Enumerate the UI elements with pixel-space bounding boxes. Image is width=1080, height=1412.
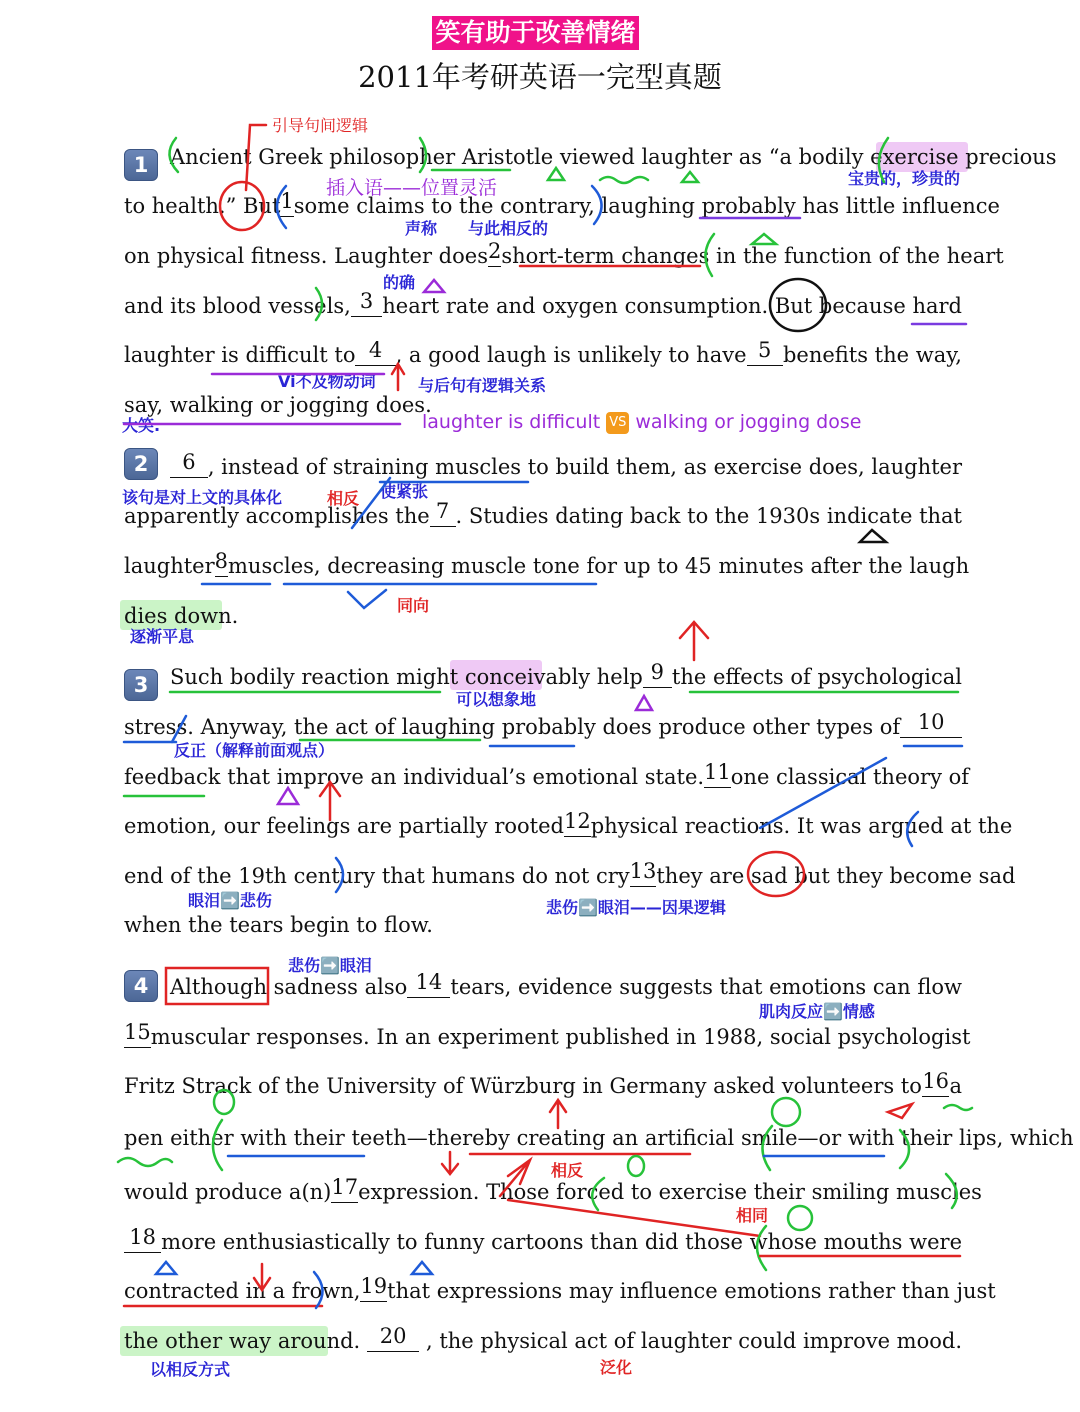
passage-line <box>170 447 962 487</box>
blank-17[interactable]: 17 <box>331 1172 358 1203</box>
blank-8[interactable]: 8 <box>215 546 228 577</box>
blank-15[interactable]: 15 <box>124 1017 151 1048</box>
blank-16[interactable]: 16 <box>922 1066 950 1097</box>
comparison-note <box>422 412 861 434</box>
passage-line <box>124 596 962 636</box>
line-text: , the physical act of laughter could improve mood. <box>425 1329 962 1353</box>
line-text: more enthusiastically to funny cartoons than did those whose mouths were <box>161 1230 962 1254</box>
line-text: , instead of straining muscles to build them, as exercise does, laughter <box>207 455 962 479</box>
line-text: the other way around. <box>124 1329 361 1353</box>
annotation-note: 泛化 <box>600 1358 633 1377</box>
blank-2[interactable]: 2 <box>488 236 501 267</box>
line-text: Although sadness also <box>170 975 408 999</box>
blank-20[interactable]: 20 <box>367 1321 419 1352</box>
line-text: muscular responses. In an experiment published in 1988, social psychologist <box>150 1025 971 1049</box>
line-text: Such bodily reaction might conceivably help <box>170 665 643 689</box>
line-text: short-term changes in the function of the heart <box>501 244 1004 268</box>
annotation-note: 声称 <box>405 219 438 238</box>
paragraph-number-icon: 3 <box>124 669 158 701</box>
annotation-note: 插入语——位置灵活 <box>326 177 498 199</box>
blank-14[interactable]: 14 <box>407 967 450 998</box>
blank-13[interactable]: 13 <box>630 856 657 887</box>
blank-5[interactable]: 5 <box>747 335 783 366</box>
annotation-note: Vi不及物动词 <box>278 372 376 391</box>
line-text: tears, evidence suggests that emotions can flow <box>450 975 962 999</box>
passage-line <box>124 806 1013 846</box>
annotation-note: 逐渐平息 <box>130 627 195 646</box>
line-text: Ancient Greek philosopher Aristotle viewed laughter as “a bodily exercise precious <box>170 145 1057 169</box>
line-text: feedback that improve an individual’s emotional state. <box>124 765 705 789</box>
blank-19[interactable]: 19 <box>360 1271 387 1302</box>
blank-11[interactable]: 11 <box>704 757 731 788</box>
annotation-note: 与后句有逻辑关系 <box>418 376 547 395</box>
passage-line <box>124 236 1004 276</box>
line-text: when the tears begin to flow. <box>124 913 433 937</box>
vs-icon: VS <box>606 412 629 434</box>
annotation-note: 同向 <box>397 596 430 615</box>
line-text: some claims to the contrary, laughing probably has little influence <box>293 194 1000 218</box>
line-text: muscles, decreasing muscle tone for up to 45 minutes after the laugh <box>228 554 970 578</box>
comparison-right: walking or jogging dose <box>635 411 862 433</box>
blank-3[interactable]: 3 <box>351 286 382 317</box>
passage-line <box>124 1222 962 1262</box>
line-text: pen either with their teeth—thereby creating an artificial smile—or with their lips, which <box>124 1126 1074 1150</box>
blank-10[interactable]: 10 <box>900 707 962 738</box>
annotation-note: 悲伤➡️眼泪——因果逻辑 <box>546 898 726 917</box>
line-text: that expressions may influence emotions rather than just <box>387 1279 996 1303</box>
annotation-note: 与此相反的 <box>468 219 549 238</box>
passage-line <box>124 856 1016 896</box>
annotation-note: 的确 <box>383 273 416 292</box>
paragraph-number-icon: 4 <box>124 970 158 1002</box>
blank-7[interactable]: 7 <box>430 496 456 527</box>
page-title: 2011年考研英语一完型真题 <box>358 60 722 94</box>
line-text: emotion, our feelings are partially rooted <box>124 814 564 838</box>
line-text: heart rate and oxygen consumption. But because hard <box>382 294 962 318</box>
passage-line <box>124 546 970 586</box>
passage-line <box>124 757 970 797</box>
passage-line <box>124 1017 971 1057</box>
line-text: end of the 19th century that humans do not cry <box>124 864 630 888</box>
passage-line <box>170 657 962 697</box>
blank-6[interactable]: 6 <box>170 447 208 478</box>
line-text: one classical theory of <box>730 765 970 789</box>
line-text: laughter is difficult to <box>124 343 356 367</box>
annotation-note: 相反 <box>551 1161 584 1180</box>
annotation-note: 可以想象地 <box>456 690 537 709</box>
blank-1[interactable]: 1 <box>280 186 293 217</box>
line-text: expression. Those forced to exercise their smiling muscles <box>358 1180 982 1204</box>
line-text: , a good laugh is unlikely to have <box>395 343 747 367</box>
blank-4[interactable]: 4 <box>355 335 395 366</box>
blank-18[interactable]: 18 <box>124 1222 161 1253</box>
passage-line <box>124 335 962 375</box>
annotation-note: 以相反方式 <box>150 1360 231 1379</box>
passage-line <box>124 905 962 945</box>
line-text: on physical fitness. Laughter does <box>124 244 488 268</box>
passage-line <box>124 286 962 326</box>
line-text: Fritz Strack of the University of Würzburg in Germany asked volunteers to <box>124 1074 922 1098</box>
annotation-note: 肌肉反应➡️情感 <box>759 1002 875 1021</box>
line-text: dies down. <box>124 604 239 628</box>
annotation-note: 眼泪➡️悲伤 <box>188 891 272 910</box>
line-text: . Studies dating back to the 1930s indicate that <box>455 504 962 528</box>
topic-badge: 笑有助于改善情绪 <box>432 16 639 50</box>
passage-line <box>124 1172 982 1212</box>
line-text: benefits the way, <box>782 343 962 367</box>
line-text: the effects of psychological <box>671 665 962 689</box>
line-text: apparently accomplishes the <box>124 504 430 528</box>
line-text: to health.” But <box>124 194 281 218</box>
line-text: stress. Anyway, the act of laughing probably does produce other types of <box>124 715 901 739</box>
paragraph-number-icon: 2 <box>124 448 158 480</box>
line-text: would produce a(n) <box>124 1180 332 1204</box>
line-text: a <box>949 1074 962 1098</box>
annotation-note: 相同 <box>736 1206 769 1225</box>
passage-line <box>124 1066 962 1106</box>
passage-line <box>124 1118 1074 1158</box>
comparison-left: laughter is difficult <box>422 411 601 433</box>
annotation-note: 该句是对上文的具体化 <box>122 488 283 507</box>
passage-line <box>124 1321 962 1361</box>
annotation-note: 引导句间逻辑 <box>272 116 369 135</box>
annotation-note: 相反 <box>327 489 360 508</box>
line-text: physical reactions. It was argued at the <box>590 814 1013 838</box>
blank-12[interactable]: 12 <box>564 806 591 837</box>
line-text: and its blood vessels, <box>124 294 351 318</box>
annotation-note: 反正（解释前面观点） <box>174 741 335 760</box>
line-text: say, walking or jogging does. <box>124 393 432 417</box>
blank-9[interactable]: 9 <box>643 657 672 688</box>
annotation-note: 宝贵的，珍贵的 <box>848 169 961 188</box>
paragraph-number-icon: 1 <box>124 149 158 181</box>
passage-line <box>170 137 1057 177</box>
passage-line <box>124 1271 996 1311</box>
line-text: laughter <box>124 554 215 578</box>
line-text: contracted in a frown, <box>124 1279 361 1303</box>
line-text: they are sad but they become sad <box>656 864 1016 888</box>
annotation-note: 大笑. <box>122 416 161 435</box>
annotation-note: 悲伤➡️眼泪 <box>288 956 372 975</box>
annotation-note: 使紧张 <box>380 482 429 501</box>
